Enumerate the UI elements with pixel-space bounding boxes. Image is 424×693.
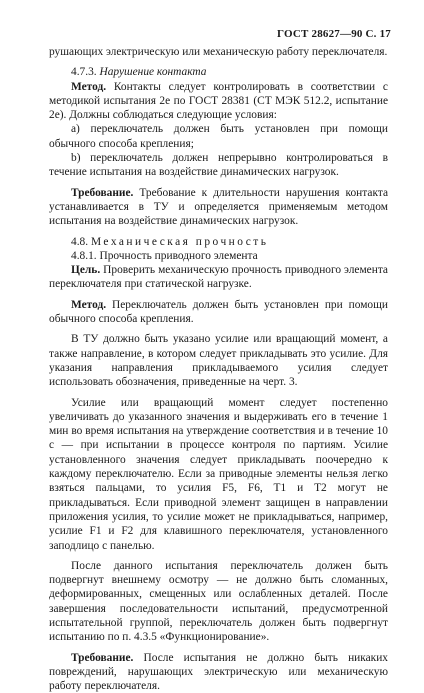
paragraph-text: Переключатель должен быть установлен при помощи обычного способа крепления. — [49, 298, 388, 326]
paragraph-continuation: рушающих электрическую или механическую работу переключателя. — [49, 46, 388, 58]
paragraph-requirement — [49, 186, 388, 229]
paragraph-text: После испытания не должно быть никаких повреждений, нарушающих электрическую или механическую работу переключателя. — [49, 651, 388, 693]
section-title: Нарушение контакта — [99, 66, 207, 79]
paragraph-text: Контакты следует контролировать в соответствии с методикой испытания 2е по ГОСТ 28381 (СТ МЭК 512.2, испытание 2е). Должны соблюдаться следующие условия: — [49, 80, 388, 122]
lead-label: Требование. — [71, 651, 134, 664]
paragraph-text: Требование к длительности нарушения контакта устанавливается в ТУ и определяется применяемым методом испытания на воздействие динамических нагрузок. — [49, 186, 388, 228]
section-number: 4.8. — [71, 235, 89, 248]
paragraph-specification: В ТУ должно быть указано усилие или вращающий момент, а также направление, в котором следует прикладывать это усилие. Для указания направления прикладываемого усилия следует использовать обозначения, приведенные на черт. 3. — [49, 333, 388, 389]
paragraph-text: Проверить механическую прочность приводного элемента переключателя при статической нагрузке. — [49, 264, 388, 291]
section-heading-4-8 — [49, 235, 388, 249]
lead-label: Требование. — [71, 186, 134, 199]
section-number: 4.7.3. — [71, 66, 97, 79]
lead-label: Цель. — [71, 264, 101, 277]
section-heading-4-7-3 — [49, 65, 388, 79]
paragraph-method — [49, 80, 388, 123]
section-title: Механическая прочность — [90, 235, 269, 248]
paragraph-force-application: Усилие или вращающий момент следует постепенно увеличивать до указанного значения и выдерживать его в течение 1 мин во время испытания на утверждение соответствия и в течение 10 с — при испытании в процессе контроля по партиям. Усилие установленного значения следует прикладывать поочередно к каждому переключателю. Если за приводные элементы нельзя легко взяться пальцами, то усилия F5, F6, T1 и T2 могут не прикладываться. Если приводной элемент защищен в направлении приложения усилия, то усилие может не прикладываться, например, усилие F1 и F2 для клавишного переключателя, установленного заподлицо с панелью. — [49, 396, 388, 552]
list-item-b: b) переключатель должен непрерывно контролироваться в течение испытания на воздействие динамических нагрузок. — [49, 152, 388, 179]
lead-label: Метод. — [71, 298, 107, 311]
paragraph-inspection: После данного испытания переключатель должен быть подвергнут внешнему осмотру — не должно быть сломанных, деформированных, смещенных или ослабленных деталей. После завершения последовательности испытаний, предусмотренной испытательной группой, переключатель должен быть подвергнут испытанию по п. 4.3.5 «Функционирование». — [49, 559, 388, 644]
paragraph-purpose — [49, 263, 388, 292]
paragraph-requirement — [49, 651, 388, 693]
document-body — [49, 45, 388, 693]
lead-label: Метод. — [71, 80, 107, 93]
paragraph-method — [49, 298, 388, 327]
running-header: ГОСТ 28627—90 С. 17 — [277, 28, 391, 40]
list-item-a: a) переключатель должен быть установлен при помощи обычного способа крепления; — [49, 123, 388, 150]
subsection-heading-4-8-1: 4.8.1. Прочность приводного элемента — [71, 249, 258, 262]
